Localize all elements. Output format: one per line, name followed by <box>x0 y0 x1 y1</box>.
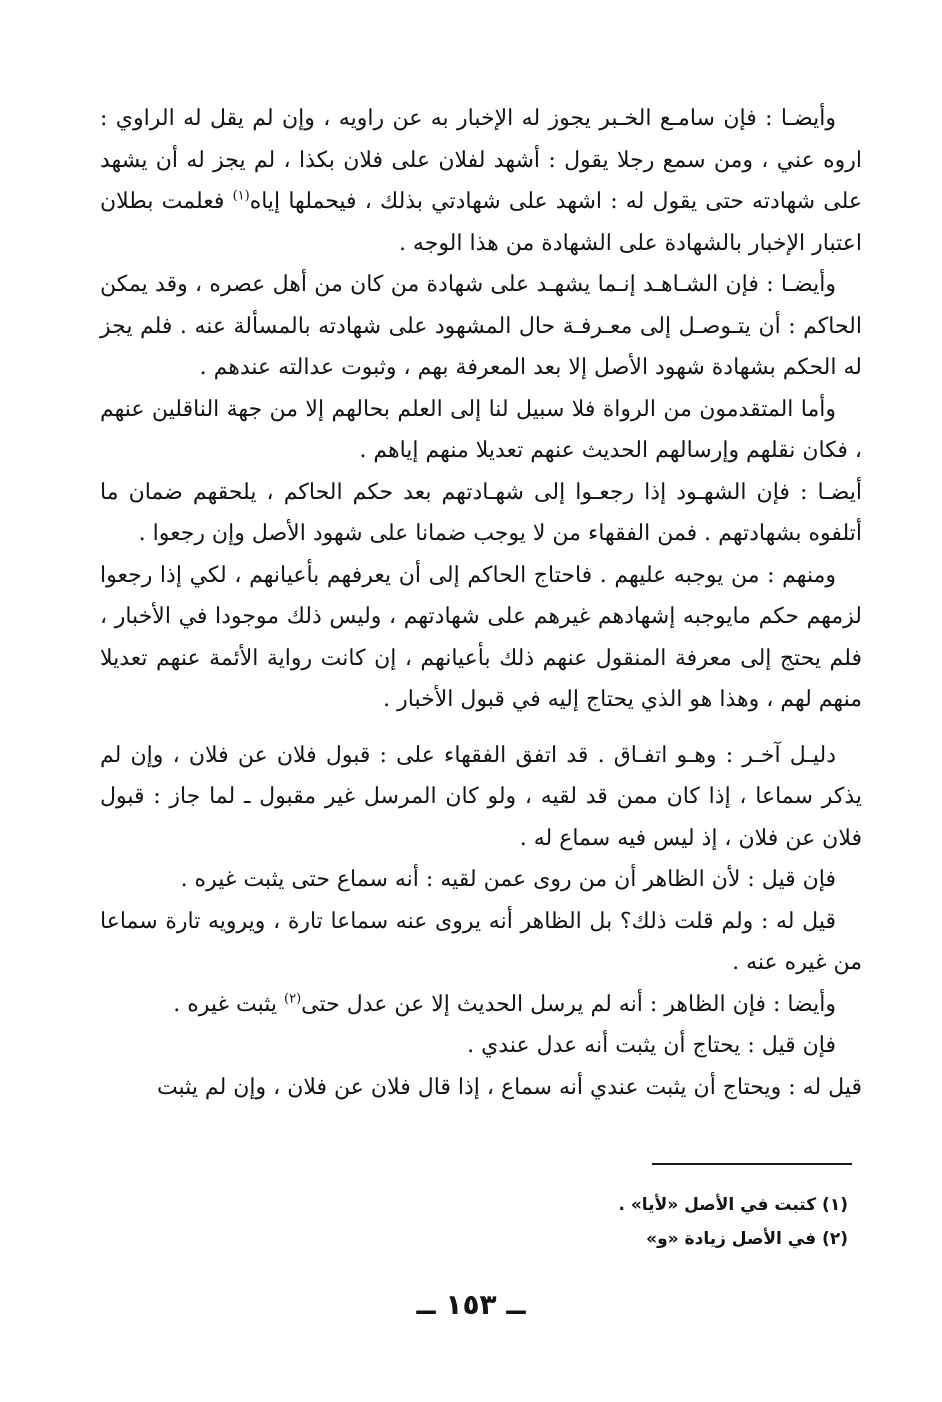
page-number: ــ ١٥٣ ــ <box>416 1288 526 1321</box>
paragraph-11: قيل له : ويحتاج أن يثبت عندي أنه سماع ، إذا قال فلان عن فلان ، وإن لم يثبت <box>156 1074 862 1100</box>
footnote-1: (١) كتبت في الأصل «لأيا» . <box>618 1195 848 1215</box>
footnote-divider <box>652 1163 852 1165</box>
footnote-marker-2: (٢) <box>284 991 302 1007</box>
paragraph-9-text-cont: يثبت غيره . <box>173 991 284 1017</box>
paragraph-2: وأيضـا : فإن الشـاهـد إنـما يشهـد على شهادة من كان من أهل عصره ، وقد يمكن الحاكم : أن يتـوصـل إلى معـرفـة حال المشهود على شهادته بالمسألة عنه . فلم يجز له الحكم بشهادة شهود الأصل إلا بعد المعرفة بهم ، وثبوت عدالته عندهم . <box>100 272 862 380</box>
paragraph-4: أيضـا : فإن الشهـود إذا رجعـوا إلى شهـادتهم بعد حكم الحاكم ، يلحقهم ضمان ما أتلفوه بشهادتهم . فمن الفقهاء من لا يوجب ضمانا على شهود الأصل وإن رجعوا . <box>100 479 862 546</box>
paragraph-1-text-cont: فعلمت بطلان اعتبار الإخبار بالشهادة على الشهادة من هذا الوجه . <box>100 189 862 256</box>
paragraph-1-text: وأيضـا : فإن سامـع الخـبر يجوز له الإخبار به عن راويه ، وإن لم يقل له الراوي : اروه عني ، ومن سمع رجلا يقول : أشهد لفلان على فلان بكذا ، لم يجز له أن يشهد على شهادته حتى يقول له : اشهد على شهادتي بذلك ، فيحملها إياه <box>100 106 862 214</box>
paragraph-8: قيل له : ولم قلت ذلك؟ بل الظاهر أنه يروى عنه سماعا تارة ، ويرويه تارة سماعا من غيره عنه . <box>100 908 862 975</box>
paragraph-3: وأما المتقدمون من الرواة فلا سبيل لنا إلى العلم بحالهم إلا من جهة الناقلين عنهم ، فكان نقلهم وإرسالهم الحديث عنهم تعديلا منهم إياهم . <box>100 396 862 463</box>
paragraph-1 <box>100 98 862 264</box>
paragraph-7: فإن قيل : لأن الظاهر أن من روى عمن لقيه : أنه سماع حتى يثبت غيره . <box>180 867 836 892</box>
paragraph-10: فإن قيل : يحتاج أن يثبت أنه عدل عندي . <box>467 1033 836 1058</box>
footnote-marker-1: (١) <box>232 188 250 204</box>
paragraph-6: دليـل آخـر : وهـو اتفـاق . قد اتفق الفقهاء على : قبول فلان عن فلان ، وإن لم يذكر سماعا ، إذا كان ممن قد لقيه ، ولو كان المرسل غير مقبول ـ لما جاز : قبول فلان عن فلان ، إذ ليس فيه سماع له . <box>100 742 862 851</box>
paragraph-9-text: وأيضا : فإن الظاهر : أنه لم يرسل الحديث إلا عن عدل حتى <box>301 991 836 1017</box>
paragraph-9 <box>100 984 862 1026</box>
footnote-2: (٢) في الأصل زيادة «و» <box>646 1229 848 1249</box>
body-text <box>100 98 862 1108</box>
paragraph-5: ومنهم : من يوجبه عليهم . فاحتاج الحاكم إلى أن يعرفهم بأعيانهم ، لكي إذا رجعوا لزمهم حكم مايوجبه إشهادهم غيرهم على شهادتهم ، وليس ذلك موجودا في الأخبار ، فلم يحتج إلى معرفة المنقول عنهم ذلك بأعيانهم ، إن كانت رواية الأئمة عنهم تعديلا منهم لهم ، وهذا هو الذي يحتاج إليه في قبول الأخبار . <box>100 562 862 712</box>
footnotes <box>300 1188 848 1256</box>
